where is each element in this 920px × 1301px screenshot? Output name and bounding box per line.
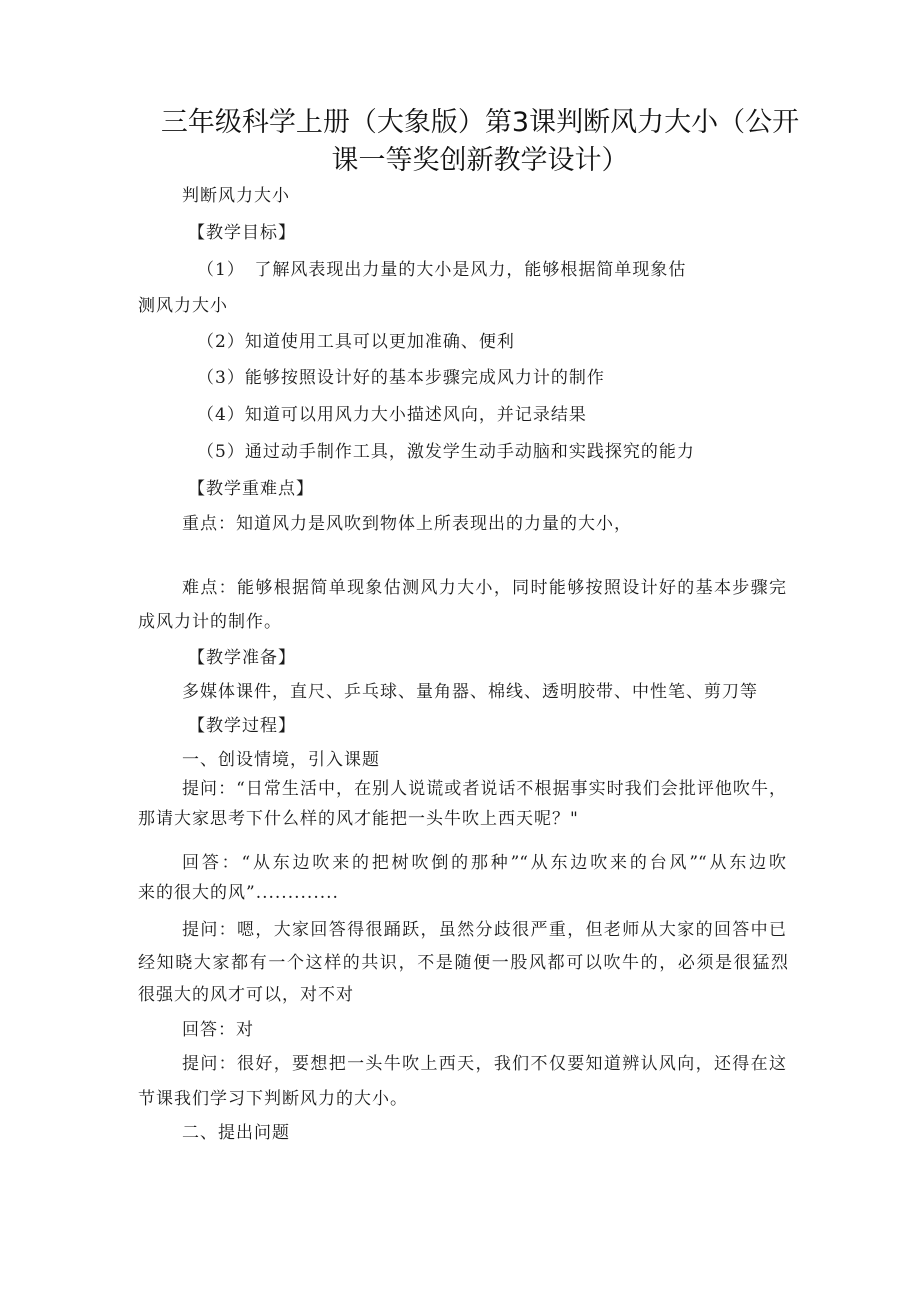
objective-item-4: （4）知道可以用风力大小描述风向，并记录结果 [197, 405, 587, 425]
objective-item-2: （2）知道使用工具可以更加准确、便利 [197, 332, 515, 352]
answer-2-text: 回答：对 [182, 1020, 254, 1040]
section-heading-preparation: 【教学准备】 [188, 648, 296, 668]
subtitle-line: 判断风力大小 [182, 186, 290, 206]
answer-1-text-continued: 来的很大的风”............. [138, 883, 339, 903]
section-heading-process: 【教学过程】 [188, 716, 296, 736]
difficulty-text-continued: 成风力计的制作。 [138, 612, 282, 632]
objective-item-3: （3）能够按照设计好的基本步骤完成风力计的制作 [197, 368, 605, 388]
objective-item-5: （5）通过动手制作工具，激发学生动手动脑和实践探究的能力 [197, 442, 695, 462]
process-step-1-heading: 一、创设情境，引入课题 [182, 750, 380, 770]
question-1-text-continued: 那请大家思考下什么样的风才能把一头牛吹上西天呢？" [138, 809, 579, 829]
objective-item-1: （1） 了解风表现出力量的大小是风力，能够根据简单现象估 [197, 260, 687, 280]
process-step-2-heading: 二、提出问题 [182, 1123, 290, 1143]
question-2-text-line-3: 很强大的风才可以，对不对 [138, 985, 354, 1005]
section-heading-key-points: 【教学重难点】 [188, 479, 314, 499]
objective-item-1-continued: 测风力大小 [138, 296, 228, 316]
answer-1-text: 回答：“从东边吹来的把树吹倒的那种”“从东边吹来的台风”“从东边吹 [182, 853, 786, 873]
question-2-text-line-2: 经知晓大家都有一个这样的共识，不是随便一股风都可以吹牛的，必须是很猛烈 [138, 953, 788, 973]
preparation-text: 多媒体课件，直尺、乒乓球、量角器、棉线、透明胶带、中性笔、剪刀等 [182, 682, 758, 702]
key-point-text: 重点：知道风力是风吹到物体上所表现出的力量的大小， [182, 514, 632, 534]
question-1-text: 提问：“日常生活中，在别人说谎或者说话不根据事实时我们会批评他吹牛， [182, 779, 786, 799]
question-2-text: 提问：嗯，大家回答得很踊跃，虽然分歧很严重，但老师从大家的回答中已 [182, 920, 786, 940]
difficulty-text: 难点：能够根据简单现象估测风力大小，同时能够按照设计好的基本步骤完 [182, 578, 786, 598]
document-title: 三年级科学上册（大象版）第3课判断风力大小（公开课一等奖创新教学设计） [160, 107, 800, 176]
question-3-text: 提问：很好，要想把一头牛吹上西天，我们不仅要知道辨认风向，还得在这 [182, 1054, 786, 1074]
question-3-text-continued: 节课我们学习下判断风力的大小。 [138, 1089, 408, 1109]
section-heading-objectives: 【教学目标】 [188, 223, 296, 243]
